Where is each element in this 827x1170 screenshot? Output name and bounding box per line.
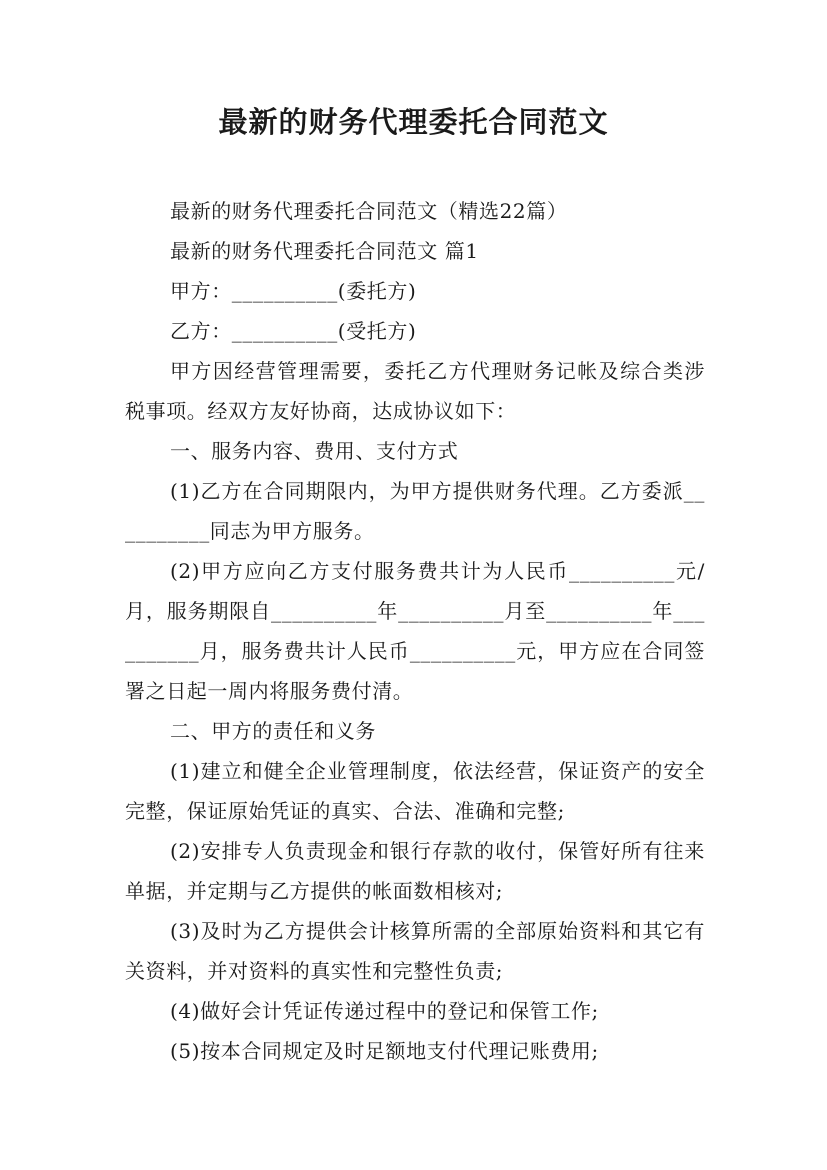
paragraph-clause-1-1: (1)乙方在合同期限内，为甲方提供财务代理。乙方委派__________同志为甲方服务。	[125, 479, 705, 543]
paragraph-clause-2-3: (3)及时为乙方提供会计核算所需的全部原始资料和其它有关资料，并对资料的真实性和完整性负责;	[125, 919, 705, 983]
paragraph-clause-2-2: (2)安排专人负责现金和银行存款的收付，保管好所有往来单据，并定期与乙方提供的帐面数相核对;	[125, 839, 705, 903]
paragraph-party-b: 乙方：__________(受托方)	[170, 319, 417, 343]
paragraph-section-heading: 最新的财务代理委托合同范文 篇1	[170, 239, 479, 263]
paragraph-party-a: 甲方：__________(委托方)	[170, 279, 417, 303]
paragraph-clause-2-4: (4)做好会计凭证传递过程中的登记和保管工作;	[170, 999, 599, 1023]
document-body	[125, 191, 705, 1071]
paragraph-clause-2-5: (5)按本合同规定及时足额地支付代理记账费用;	[170, 1039, 599, 1063]
paragraph-subtitle: 最新的财务代理委托合同范文（精选22篇）	[170, 199, 568, 223]
paragraph-heading-party-a-duties: 二、甲方的责任和义务	[170, 719, 376, 743]
paragraph-intro: 甲方因经营管理需要，委托乙方代理财务记帐及综合类涉税事项。经双方友好协商，达成协议如下：	[125, 359, 705, 423]
paragraph-clause-1-2: (2)甲方应向乙方支付服务费共计为人民币__________元/月，服务期限自__________年__________月至__________年__________月，服务费共计人民币__________元，甲方应在合同签署之日起一周内将服务费付清。	[125, 559, 705, 703]
paragraph-clause-2-1: (1)建立和健全企业管理制度，依法经营，保证资产的安全完整，保证原始凭证的真实、合法、准确和完整;	[125, 759, 705, 823]
document-title: 最新的财务代理委托合同范文	[218, 105, 609, 139]
paragraph-heading-services: 一、服务内容、费用、支付方式	[170, 439, 459, 463]
